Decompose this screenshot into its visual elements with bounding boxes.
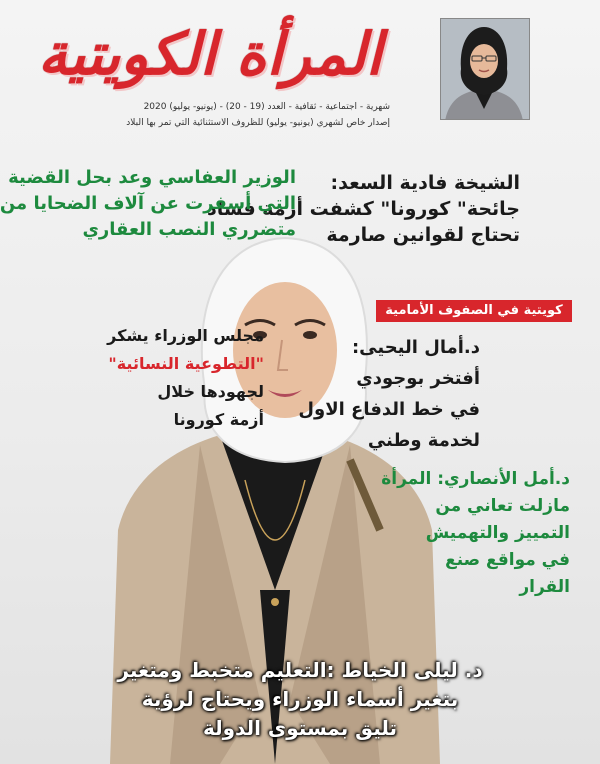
- headline-minister-afasi[interactable]: [0, 165, 296, 243]
- headline-afasi-line-1: الوزير العفاسي وعد بحل القضية: [8, 167, 296, 188]
- headline-amal-alansari[interactable]: [360, 466, 570, 601]
- headline-laila-alkhayyat[interactable]: [60, 656, 540, 743]
- headline-majlis-line-1: مجلس الوزراء يشكر: [107, 326, 264, 345]
- headline-amal-yahya-line-2: أفتخر بوجودي: [356, 368, 480, 389]
- headline-amal-ansari-line-3: التمييز والتهميش: [425, 523, 570, 543]
- headline-amal-ansari-line-5: القرار: [519, 577, 570, 597]
- headline-fadia-line-3: تحتاج لقوانين صارمة: [326, 224, 520, 246]
- headline-fadia-line-1: الشيخة فادية السعد:: [330, 172, 520, 194]
- headline-majlis-line-2: "التطوعية النسائية": [108, 354, 264, 373]
- headline-majlis-line-3: لجهودها خلال: [157, 382, 264, 401]
- headline-amal-ansari-line-1: د.أمل الأنصاري: المرأة: [381, 469, 570, 489]
- headline-amal-alyahya[interactable]: [298, 332, 480, 456]
- inset-portrait-photo: [440, 18, 530, 120]
- inset-portrait-illustration: [440, 19, 529, 120]
- headline-amal-ansari-line-2: مازلت تعاني من: [435, 496, 570, 516]
- magazine-logo: المرأة الكويتية: [37, 20, 383, 88]
- headline-amal-yahya-line-4: لخدمة وطني: [367, 430, 480, 451]
- headline-majlis-line-4: أزمة كورونا: [173, 410, 264, 429]
- headline-fadia-line-2: جائحة" كورونا" كشفت أزمة فساد: [207, 198, 520, 220]
- headline-khayyat-line-1: د. ليلى الخياط :التعليم متخبط ومتغير: [117, 658, 483, 682]
- headline-afasi-line-2: التي أسفرت عن آلاف الضحايا من: [0, 193, 296, 214]
- headline-khayyat-line-2: بتغير أسماء الوزراء ويحتاج لرؤية: [141, 687, 459, 711]
- headline-afasi-line-3: متضرري النصب العقاري: [82, 219, 296, 240]
- headline-khayyat-line-3: تليق بمستوى الدولة: [202, 716, 398, 740]
- special-edition-note: إصدار خاص لشهري (يونيو- يوليو) للظروف الاستثنائية التي تمر بها البلاد: [126, 118, 390, 128]
- issue-info: شهرية - اجتماعية - ثقافية - العدد (19 - 20) - (يونيو- يوليو) 2020: [143, 102, 390, 112]
- headline-amal-ansari-line-4: في مواقع صنع: [445, 550, 570, 570]
- headline-council-of-ministers[interactable]: [98, 322, 264, 434]
- section-badge-front-lines: كويتية في الصفوف الأمامية: [376, 300, 572, 322]
- headline-amal-yahya-line-3: في خط الدفاع الاول: [298, 399, 480, 420]
- headline-amal-yahya-line-1: د.أمال اليحيى:: [351, 337, 480, 358]
